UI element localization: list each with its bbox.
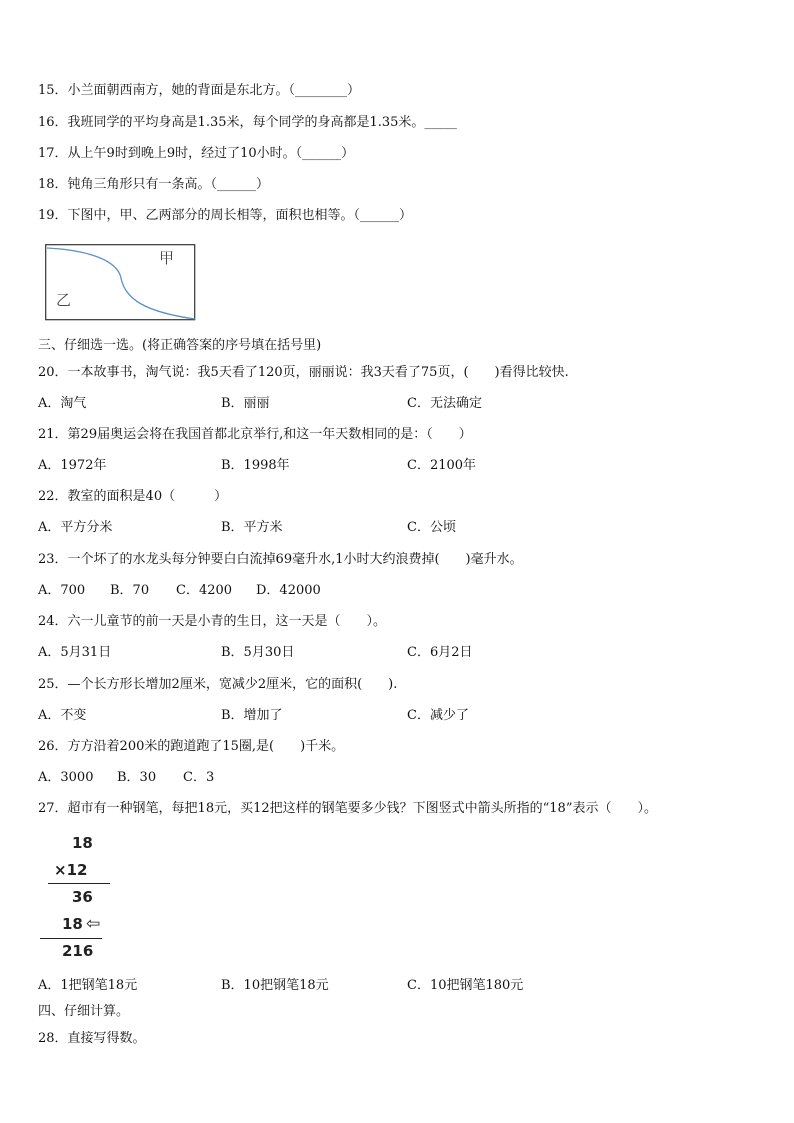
option-b: B．10把钢笔18元: [221, 978, 329, 993]
partial-product-2: 18: [62, 915, 83, 933]
option-c: C．10把钢笔180元: [407, 978, 524, 993]
option-a: A．1把钢笔18元: [38, 978, 138, 993]
option-b: B．1998年: [221, 458, 290, 473]
option-d: D．42000: [256, 583, 321, 598]
question-18: 18．钝角三角形只有一条高。（______）: [38, 177, 270, 192]
product-result: 216: [62, 942, 94, 960]
option-b: B．丽丽: [221, 396, 270, 411]
question-23-stem: 23．一个坏了的水龙头每分钟要白白流掉69毫升水,1小时大约浪费掉( )毫升水。: [38, 552, 523, 567]
option-b: B．增加了: [221, 708, 283, 723]
option-c: C．减少了: [407, 708, 469, 723]
option-a: A．3000: [38, 770, 94, 785]
question-27-stem: 27．超市有一种钢笔，每把18元，买12把这样的钢笔要多少钱？下图竖式中箭头所指的“18”表示（ ）。: [38, 801, 657, 816]
rule-line: [48, 883, 110, 884]
label-jia: 甲: [159, 249, 175, 267]
option-a: A．700: [38, 583, 86, 598]
option-b: B．5月30日: [221, 645, 295, 660]
section-three-heading: 三、仔细选一选。(将正确答案的序号填在括号里): [38, 338, 322, 353]
question-25-stem: 25．—个长方形长增加2厘米，宽减少2厘米，它的面积( ).: [38, 677, 398, 692]
question-28-stem: 28．直接写得数。: [38, 1031, 146, 1046]
question-19: 19．下图中，甲、乙两部分的周长相等，面积也相等。（______）: [38, 208, 413, 223]
question-26-stem: 26．方方沿着200米的跑道跑了15圈,是( )千米。: [38, 739, 345, 754]
question-26-options: [38, 770, 758, 786]
question-25-options: [38, 708, 758, 724]
question-20-options: [38, 396, 758, 412]
option-b: B．70: [110, 583, 150, 598]
option-b: B．30: [117, 770, 157, 785]
option-a: A．5月31日: [38, 645, 112, 660]
section-four-heading: 四、仔细计算。: [38, 1004, 130, 1019]
question-22-stem: 22．教室的面积是40（ ）: [38, 489, 228, 504]
label-yi: 乙: [56, 291, 72, 309]
question-24-options: [38, 645, 758, 661]
option-c: C．2100年: [407, 458, 477, 473]
option-a: A．平方分米: [38, 520, 113, 535]
option-c: C．无法确定: [407, 396, 482, 411]
jia-yi-figure: [45, 244, 197, 322]
vertical-multiplication: [38, 830, 128, 965]
question-22-options: [38, 520, 758, 536]
question-27-options: [38, 978, 758, 994]
multiplier: ×12: [54, 861, 88, 879]
partial-product-1: 36: [72, 888, 93, 906]
multiplicand: 18: [72, 834, 93, 852]
option-c: C．公顷: [407, 520, 456, 535]
question-24-stem: 24．六一儿童节的前一天是小青的生日，这一天是（ ）。: [38, 614, 387, 629]
question-15: 15．小兰面朝西南方，她的背面是东北方。（________）: [38, 83, 361, 98]
question-23-options: [38, 583, 758, 599]
question-16: 16．我班同学的平均身高是1.35米，每个同学的身高都是1.35米。_____: [38, 115, 457, 130]
rule-line: [40, 938, 102, 939]
option-c: C．6月2日: [407, 645, 473, 660]
option-a: A．不变: [38, 708, 87, 723]
option-c: C．3: [183, 770, 215, 785]
question-21-stem: 21．第29届奥运会将在我国首都北京举行,和这一年天数相同的是：（ ）: [38, 427, 472, 442]
left-arrow-icon: ⇦: [86, 914, 101, 934]
question-17: 17．从上午9时到晚上9时，经过了10小时。（______）: [38, 146, 355, 161]
option-b: B．平方米: [221, 520, 283, 535]
question-20-stem: 20．一本故事书，淘气说：我5天看了120页，丽丽说：我3天看了75页，( )看得比较快.: [38, 365, 569, 380]
option-a: A．淘气: [38, 396, 87, 411]
option-c: C．4200: [176, 583, 233, 598]
option-a: A．1972年: [38, 458, 107, 473]
question-21-options: [38, 458, 758, 474]
